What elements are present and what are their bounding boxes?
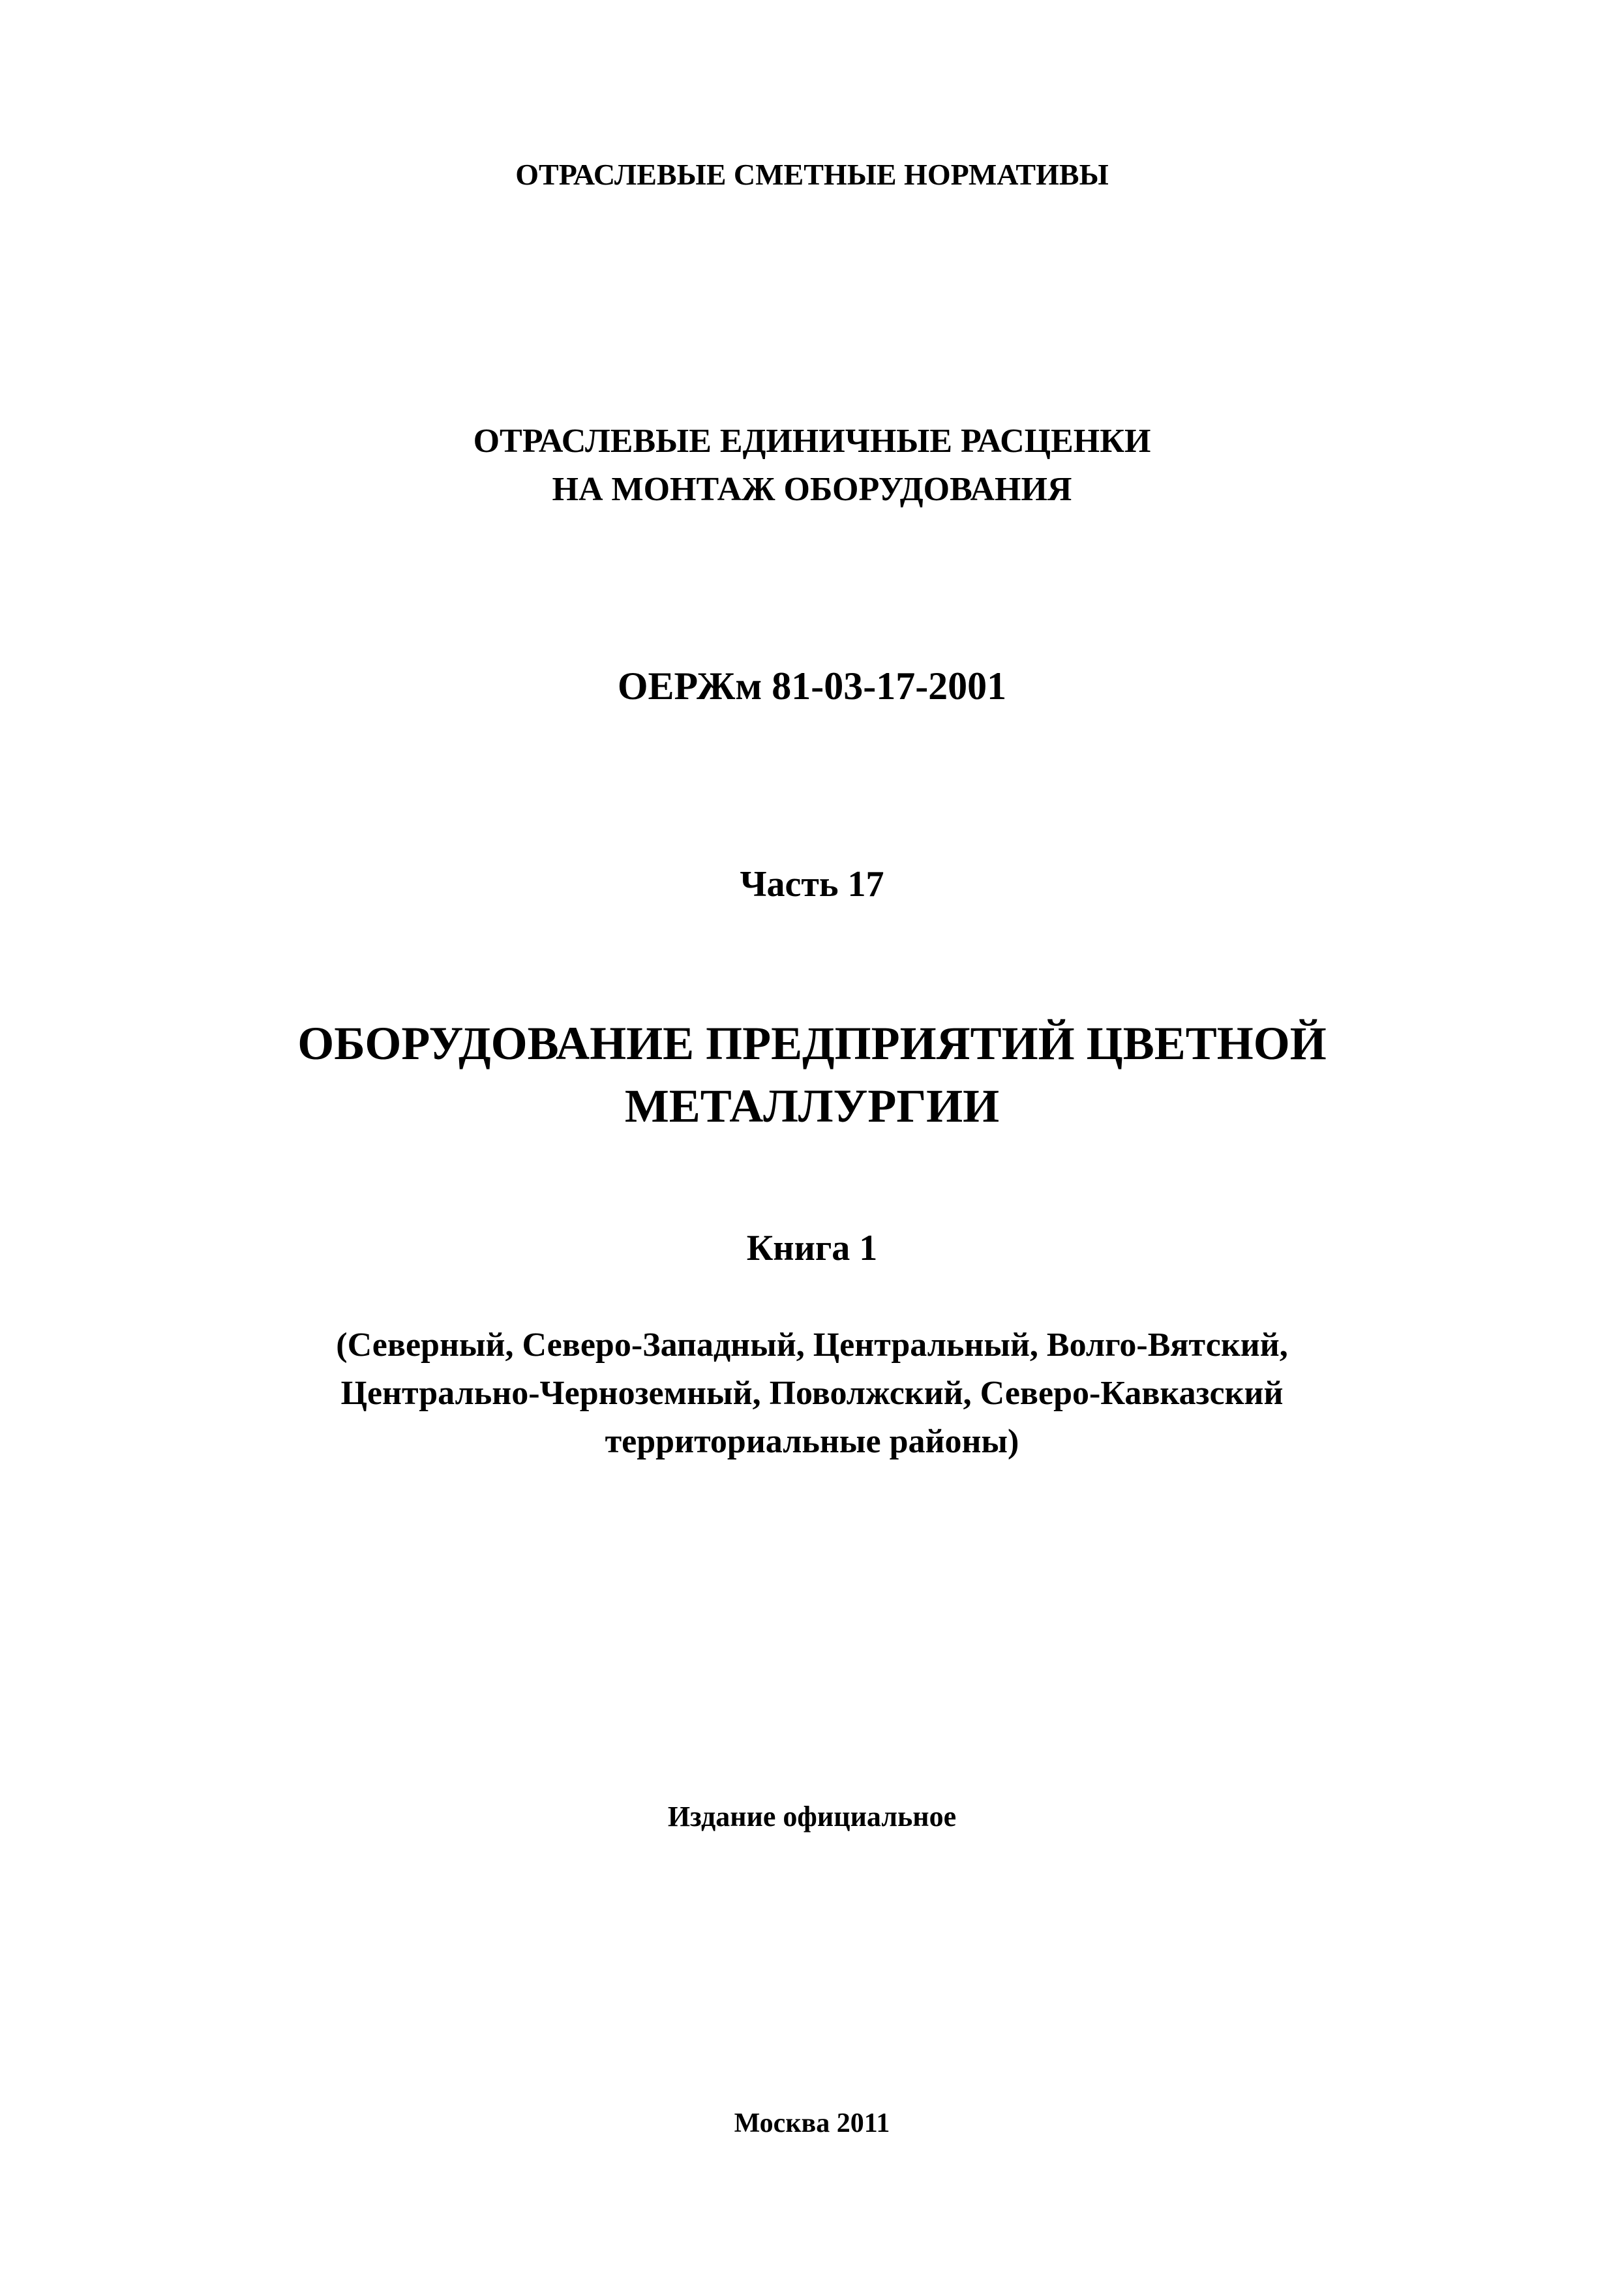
document-title xyxy=(0,417,1624,514)
subject-line-2: МЕТАЛЛУРГИИ xyxy=(624,1080,1000,1132)
document-code xyxy=(0,660,1624,712)
title-line-2: НА МОНТАЖ ОБОРУДОВАНИЯ xyxy=(552,471,1072,508)
imprint xyxy=(0,2105,1624,2142)
regions-list xyxy=(0,1321,1624,1466)
book-text: Книга 1 xyxy=(746,1228,878,1268)
series-heading xyxy=(0,155,1624,194)
part-number xyxy=(0,860,1624,909)
code-text: ОЕРЖм 81-03-17-2001 xyxy=(617,665,1007,708)
edition-text: Издание официальное xyxy=(667,1801,957,1833)
regions-line-3: территориальные районы) xyxy=(605,1423,1019,1460)
series-text: ОТРАСЛЕВЫЕ СМЕТНЫЕ НОРМАТИВЫ xyxy=(515,158,1109,191)
regions-line-2: Центрально-Черноземный, Поволжский, Северо-Кавказский xyxy=(340,1375,1284,1412)
subject-heading xyxy=(0,1012,1624,1137)
regions-line-1: (Северный, Северо-Западный, Центральный, Волго-Вятский, xyxy=(336,1326,1288,1364)
subject-line-1: ОБОРУДОВАНИЕ ПРЕДПРИЯТИЙ ЦВЕТНОЙ xyxy=(297,1017,1327,1070)
imprint-text: Москва 2011 xyxy=(734,2108,890,2138)
edition-note xyxy=(0,1797,1624,1836)
part-text: Часть 17 xyxy=(740,864,884,905)
book-number xyxy=(0,1223,1624,1273)
title-line-1: ОТРАСЛЕВЫЕ ЕДИНИЧНЫЕ РАСЦЕНКИ xyxy=(473,423,1151,460)
